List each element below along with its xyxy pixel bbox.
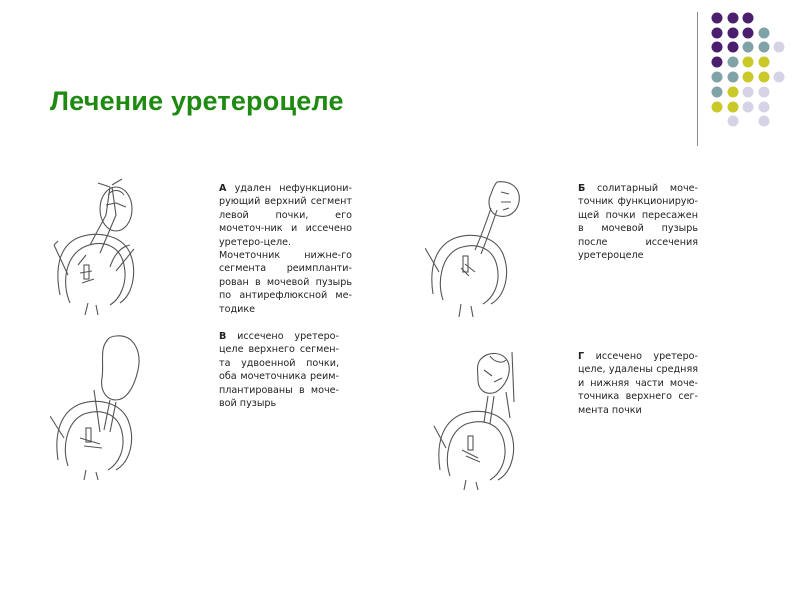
decorative-dot (759, 28, 770, 39)
decorative-dot (743, 57, 754, 68)
decorative-dot (712, 13, 723, 24)
decorative-dot (728, 13, 739, 24)
figure-g-illustration (432, 342, 527, 490)
decorative-dot (728, 102, 739, 113)
decorative-dot (774, 42, 785, 53)
decorative-dot (712, 57, 723, 68)
decorative-dot (712, 102, 723, 113)
decorative-dot (712, 87, 723, 98)
decorative-dot (774, 72, 785, 83)
figure-v-illustration (50, 330, 150, 480)
decorative-dot (759, 57, 770, 68)
caption-b-letter: Б (578, 183, 586, 194)
caption-v-letter: В (219, 331, 227, 342)
decorative-dot (743, 87, 754, 98)
decorative-dot (712, 28, 723, 39)
caption-g-text: иссечено уретеро-целе, удалены средняя и нижняя части моче-точника верхнего сег-мента почки (578, 351, 698, 416)
decorative-dot-grid (0, 0, 800, 140)
caption-v-text: иссечено уретеро-целе верхнего сегмен-та удвоенной почки, оба мочеточника реим-плантированы в моче-вой пузырь (219, 331, 339, 410)
decorative-dot (728, 72, 739, 83)
slide-title: Лечение уретероцеле (50, 86, 344, 116)
decorative-dot (743, 72, 754, 83)
decorative-dot (728, 42, 739, 53)
decorative-dot (743, 13, 754, 24)
decorative-dot (728, 57, 739, 68)
caption-g (578, 350, 698, 417)
decorative-dot (759, 87, 770, 98)
figure-b-illustration (425, 172, 525, 317)
caption-v (219, 330, 339, 410)
decorative-dot (743, 28, 754, 39)
decorative-divider-line (697, 12, 698, 146)
decorative-dot (743, 42, 754, 53)
decorative-dot (759, 116, 770, 127)
decorative-dot (728, 28, 739, 39)
decorative-dot (759, 42, 770, 53)
decorative-dot (728, 87, 739, 98)
decorative-dot (728, 116, 739, 127)
caption-b (578, 182, 698, 262)
caption-g-letter: Г (578, 351, 585, 362)
decorative-dot (743, 102, 754, 113)
caption-b-text: солитарный моче-точник функционирую-щей почки пересажен в мочевой пузырь после иссечения уретероцеле (578, 183, 698, 262)
caption-a-letter: А (219, 183, 227, 194)
decorative-dot (759, 102, 770, 113)
caption-a-text: удален нефункциони-рующий верхний сегмент левой почки, его мочеточ-ник и иссечено уретеро-целе. Мочеточник нижне-го сегмента реимпланти-рован в мочевой пузырь по антирефлюксной ме-тодике (219, 183, 352, 315)
decorative-dot (759, 72, 770, 83)
caption-a (219, 182, 352, 316)
decorative-dot (712, 42, 723, 53)
decorative-dot (712, 72, 723, 83)
figure-a-illustration (50, 175, 150, 315)
